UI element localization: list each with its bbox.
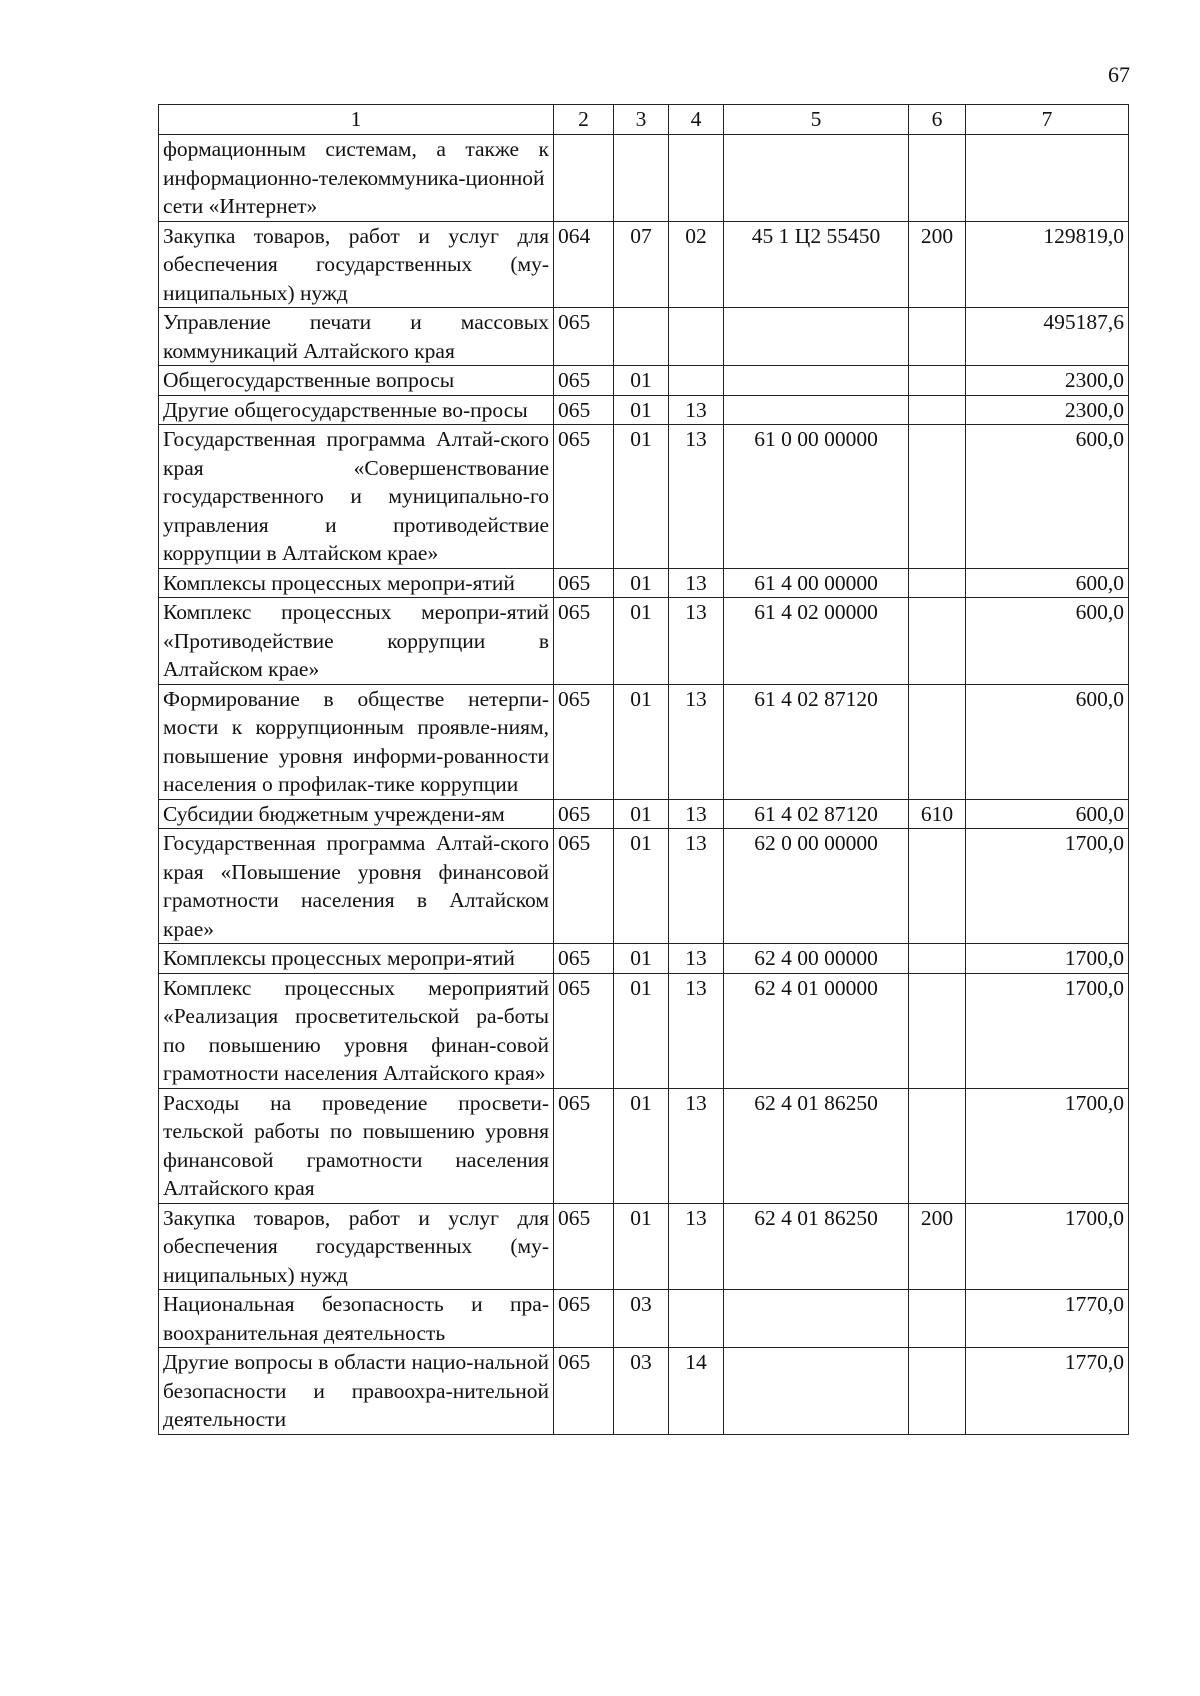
expense-type-cell	[909, 395, 966, 425]
expense-type-cell	[909, 684, 966, 799]
ministry-code-cell: 065	[554, 1348, 614, 1435]
table-row	[159, 221, 1129, 308]
section-code-cell: 01	[614, 944, 669, 974]
column-header: 3	[614, 105, 669, 135]
header-row	[159, 105, 1129, 135]
subsection-code-cell: 13	[669, 425, 724, 569]
item-name-cell: Субсидии бюджетным учреждени-ям	[159, 799, 554, 829]
amount-cell: 1700,0	[966, 1088, 1129, 1203]
section-code-cell: 01	[614, 366, 669, 396]
target-article-cell: 62 4 01 86250	[724, 1203, 909, 1290]
subsection-code-cell: 13	[669, 1203, 724, 1290]
expense-type-cell	[909, 598, 966, 685]
subsection-code-cell: 13	[669, 598, 724, 685]
target-article-cell: 61 0 00 00000	[724, 425, 909, 569]
expense-type-cell	[909, 1088, 966, 1203]
section-code-cell: 03	[614, 1290, 669, 1348]
item-name-cell: Закупка товаров, работ и услуг для обеспечения государственных (му-ниципальных) нужд	[159, 221, 554, 308]
subsection-code-cell: 02	[669, 221, 724, 308]
table-row	[159, 1088, 1129, 1203]
subsection-code-cell: 13	[669, 1088, 724, 1203]
ministry-code-cell: 065	[554, 799, 614, 829]
table-row	[159, 799, 1129, 829]
amount-cell: 1770,0	[966, 1348, 1129, 1435]
section-code-cell: 01	[614, 425, 669, 569]
item-name-cell: Комплексы процессных меропри-ятий	[159, 944, 554, 974]
section-code-cell: 01	[614, 598, 669, 685]
table-row	[159, 829, 1129, 944]
section-code-cell: 01	[614, 799, 669, 829]
ministry-code-cell: 065	[554, 973, 614, 1088]
section-code-cell: 01	[614, 568, 669, 598]
amount-cell: 600,0	[966, 598, 1129, 685]
target-article-cell: 62 4 00 00000	[724, 944, 909, 974]
expense-type-cell	[909, 135, 966, 222]
ministry-code-cell: 065	[554, 684, 614, 799]
subsection-code-cell	[669, 135, 724, 222]
item-name-cell: Закупка товаров, работ и услуг для обеспечения государственных (му-ниципальных) нужд	[159, 1203, 554, 1290]
subsection-code-cell: 13	[669, 944, 724, 974]
table-row	[159, 973, 1129, 1088]
target-article-cell	[724, 308, 909, 366]
expense-type-cell	[909, 308, 966, 366]
item-name-cell: Другие вопросы в области нацио-нальной безопасности и правоохра-нительной деятельности	[159, 1348, 554, 1435]
item-name-cell: Общегосударственные вопросы	[159, 366, 554, 396]
page-number: 67	[1108, 62, 1130, 87]
table-row	[159, 366, 1129, 396]
section-code-cell	[614, 308, 669, 366]
item-name-cell: Государственная программа Алтай-ского края «Повышение уровня финансовой грамотности населения в Алтайском крае»	[159, 829, 554, 944]
amount-cell: 2300,0	[966, 395, 1129, 425]
target-article-cell: 61 4 02 00000	[724, 598, 909, 685]
column-header: 2	[554, 105, 614, 135]
expense-type-cell: 200	[909, 221, 966, 308]
budget-table	[158, 104, 1129, 1435]
section-code-cell: 01	[614, 684, 669, 799]
table-row	[159, 944, 1129, 974]
amount-cell: 600,0	[966, 684, 1129, 799]
target-article-cell: 62 4 01 00000	[724, 973, 909, 1088]
subsection-code-cell	[669, 1290, 724, 1348]
target-article-cell	[724, 395, 909, 425]
subsection-code-cell: 14	[669, 1348, 724, 1435]
target-article-cell: 61 4 02 87120	[724, 684, 909, 799]
amount-cell: 1700,0	[966, 1203, 1129, 1290]
section-code-cell: 03	[614, 1348, 669, 1435]
target-article-cell: 61 4 00 00000	[724, 568, 909, 598]
table-row	[159, 684, 1129, 799]
ministry-code-cell: 065	[554, 366, 614, 396]
section-code-cell: 01	[614, 1088, 669, 1203]
expense-type-cell	[909, 973, 966, 1088]
table-row	[159, 1203, 1129, 1290]
table-row	[159, 308, 1129, 366]
target-article-cell: 62 0 00 00000	[724, 829, 909, 944]
target-article-cell	[724, 366, 909, 396]
ministry-code-cell: 065	[554, 1203, 614, 1290]
ministry-code-cell: 065	[554, 308, 614, 366]
ministry-code-cell: 065	[554, 568, 614, 598]
expense-type-cell	[909, 829, 966, 944]
ministry-code-cell: 065	[554, 1290, 614, 1348]
subsection-code-cell: 13	[669, 973, 724, 1088]
item-name-cell: формационным системам, а также к информационно-телекоммуника-ционной сети «Интернет»	[159, 135, 554, 222]
ministry-code-cell: 064	[554, 221, 614, 308]
column-header: 4	[669, 105, 724, 135]
expense-type-cell	[909, 944, 966, 974]
item-name-cell: Государственная программа Алтай-ского края «Совершенствование государственного и муниципально-го управления и противодействие коррупции в Алтайском крае»	[159, 425, 554, 569]
amount-cell: 1700,0	[966, 829, 1129, 944]
item-name-cell: Комплекс процессных меропри-ятий «Противодействие коррупции в Алтайском крае»	[159, 598, 554, 685]
amount-cell: 129819,0	[966, 221, 1129, 308]
subsection-code-cell: 13	[669, 799, 724, 829]
ministry-code-cell: 065	[554, 944, 614, 974]
amount-cell: 1700,0	[966, 944, 1129, 974]
target-article-cell	[724, 1348, 909, 1435]
amount-cell: 600,0	[966, 799, 1129, 829]
expense-type-cell	[909, 1290, 966, 1348]
amount-cell: 600,0	[966, 568, 1129, 598]
ministry-code-cell: 065	[554, 598, 614, 685]
expense-type-cell: 200	[909, 1203, 966, 1290]
expense-type-cell	[909, 425, 966, 569]
table-row	[159, 598, 1129, 685]
column-header: 6	[909, 105, 966, 135]
ministry-code-cell: 065	[554, 829, 614, 944]
section-code-cell: 07	[614, 221, 669, 308]
expense-type-cell	[909, 568, 966, 598]
item-name-cell: Расходы на проведение просвети-тельской работы по повышению уровня финансовой грамотности населения Алтайского края	[159, 1088, 554, 1203]
target-article-cell	[724, 135, 909, 222]
item-name-cell: Комплекс процессных мероприятий «Реализация просветительской ра-боты по повышению уровня финан-совой грамотности населения Алтайского края»	[159, 973, 554, 1088]
item-name-cell: Управление печати и массовых коммуникаций Алтайского края	[159, 308, 554, 366]
expense-type-cell: 610	[909, 799, 966, 829]
subsection-code-cell: 13	[669, 395, 724, 425]
target-article-cell	[724, 1290, 909, 1348]
table-body	[159, 135, 1129, 1435]
section-code-cell: 01	[614, 395, 669, 425]
expense-type-cell	[909, 366, 966, 396]
target-article-cell: 62 4 01 86250	[724, 1088, 909, 1203]
section-code-cell: 01	[614, 829, 669, 944]
amount-cell: 495187,6	[966, 308, 1129, 366]
ministry-code-cell: 065	[554, 425, 614, 569]
amount-cell: 2300,0	[966, 366, 1129, 396]
item-name-cell: Национальная безопасность и пра-воохранительная деятельность	[159, 1290, 554, 1348]
amount-cell	[966, 135, 1129, 222]
subsection-code-cell: 13	[669, 829, 724, 944]
item-name-cell: Другие общегосударственные во-просы	[159, 395, 554, 425]
table-row	[159, 135, 1129, 222]
table-row	[159, 1290, 1129, 1348]
column-header: 7	[966, 105, 1129, 135]
target-article-cell: 45 1 Ц2 55450	[724, 221, 909, 308]
item-name-cell: Комплексы процессных меропри-ятий	[159, 568, 554, 598]
section-code-cell: 01	[614, 1203, 669, 1290]
subsection-code-cell: 13	[669, 684, 724, 799]
subsection-code-cell	[669, 366, 724, 396]
subsection-code-cell: 13	[669, 568, 724, 598]
amount-cell: 1770,0	[966, 1290, 1129, 1348]
amount-cell: 1700,0	[966, 973, 1129, 1088]
column-header: 1	[159, 105, 554, 135]
item-name-cell: Формирование в обществе нетерпи-мости к коррупционным проявле-ниям, повышение уровня информи-рованности населения о профилак-тике коррупции	[159, 684, 554, 799]
section-code-cell: 01	[614, 973, 669, 1088]
subsection-code-cell	[669, 308, 724, 366]
ministry-code-cell: 065	[554, 395, 614, 425]
section-code-cell	[614, 135, 669, 222]
target-article-cell: 61 4 02 87120	[724, 799, 909, 829]
table-row	[159, 395, 1129, 425]
expense-type-cell	[909, 1348, 966, 1435]
table-row	[159, 568, 1129, 598]
amount-cell: 600,0	[966, 425, 1129, 569]
ministry-code-cell: 065	[554, 1088, 614, 1203]
table-row	[159, 425, 1129, 569]
column-header: 5	[724, 105, 909, 135]
table-row	[159, 1348, 1129, 1435]
ministry-code-cell	[554, 135, 614, 222]
